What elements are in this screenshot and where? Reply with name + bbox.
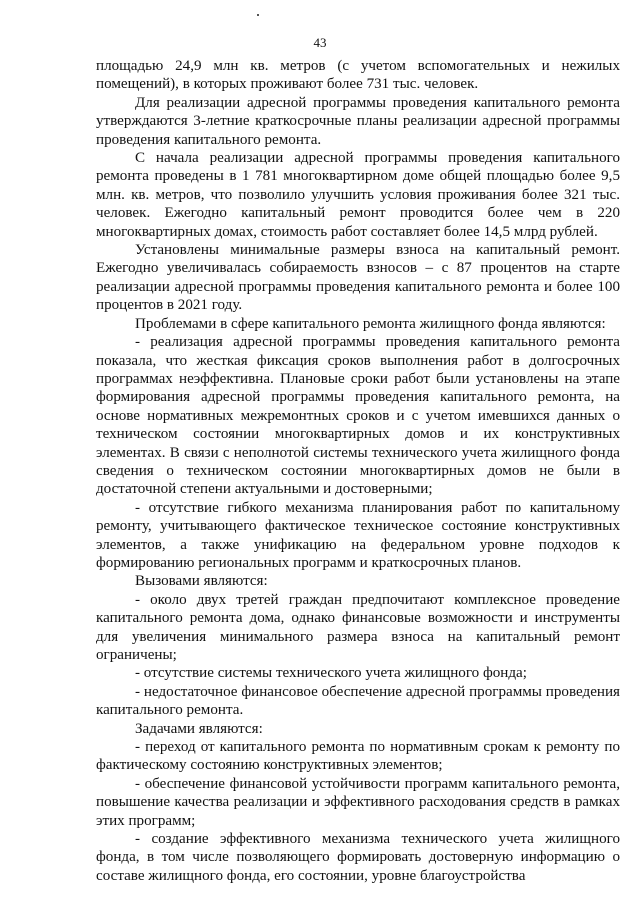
document-body <box>96 57 620 885</box>
list-item-task-2: - обеспечение финансовой устойчивости программ капитального ремонта, повышение качества реализации и эффективного расходования средств в рамках этих программ; <box>96 775 620 829</box>
list-item-task-3: - создание эффективного механизма технического учета жилищного фонда, в том числе позволяющего формировать достоверную информацию о составе жилищного фонда, его состоянии, уровне благоустройства <box>96 831 620 884</box>
list-item-challenge-2: - отсутствие системы технического учета жилищного фонда; <box>135 665 527 682</box>
paragraph-challenges-heading: Вызовами являются: <box>135 573 268 590</box>
list-item-task-1: - переход от капитального ремонта по нормативным срокам к ремонту по фактическому состоянию конструктивных элементов; <box>96 739 620 774</box>
list-item-challenge-3: - недостаточное финансовое обеспечение адресной программы проведения капитального ремонта. <box>96 683 620 719</box>
paragraph-contributions: Установлены минимальные размеры взноса на капитальный ремонт. Ежегодно увеличивалась собираемость взносов – с 87 процентов на старте реализации адресной программы проведения капитального ремонта и более 100 процентов в 2021 году. <box>96 242 620 314</box>
paragraph-continuation: площадью 24,9 млн кв. метров (с учетом вспомогательных и нежилых помещений), в которых проживают более 731 тыс. человек. <box>96 58 620 93</box>
paragraph-problems-heading: Проблемами в сфере капитального ремонта жилищного фонда являются: <box>135 315 606 332</box>
list-item-problem-1: - реализация адресной программы проведения капитального ремонта показала, что жесткая фиксация сроков выполнения работ в долгосрочных программах неэффективна. Плановые сроки работ были установлены на этапе формирования адресной программы проведения капитального ремонта, на основе нормативных межремонтных сроков и с учетом имевшихся данных о техническом состоянии многоквартирных домов и их конструктивных элементах. В связи с неполнотой системы технического учета жилищного фонда сведения о техническом состоянии многоквартирных домов не были в достаточной степени актуальными и достоверными; <box>96 334 620 498</box>
list-item-challenge-1: - около двух третей граждан предпочитают комплексное проведение капитального ремонта дома, однако финансовые возможности и инструменты для увеличения минимального размера взноса на капитальный ремонт ограничены; <box>96 591 620 663</box>
scan-speck <box>257 14 259 16</box>
paragraph-results: С начала реализации адресной программы проведения капитального ремонта проведены в 1 781 многоквартирном доме общей площадью более 9,5 млн. кв. метров, что позволило улучшить условия проживания более 321 тыс. человек. Ежегодно капитальный ремонт проводится более чем в 220 многоквартирных домах, стоимость работ составляет более 14,5 млрд рублей. <box>96 150 620 240</box>
page-number: 43 <box>313 35 327 50</box>
paragraph-short-term-plans: Для реализации адресной программы проведения капитального ремонта утверждаются 3-летние краткосрочные планы реализации адресной программы проведения капитального ремонта. <box>96 94 620 148</box>
paragraph-tasks-heading: Задачами являются: <box>135 720 263 737</box>
list-item-problem-2: - отсутствие гибкого механизма планирования работ по капитальному ремонту, учитывающего фактическое техническое состояние конструктивных элементов, а также унификацию на федеральном уровне подходов к формированию региональных программ и краткосрочных планов. <box>96 499 620 571</box>
